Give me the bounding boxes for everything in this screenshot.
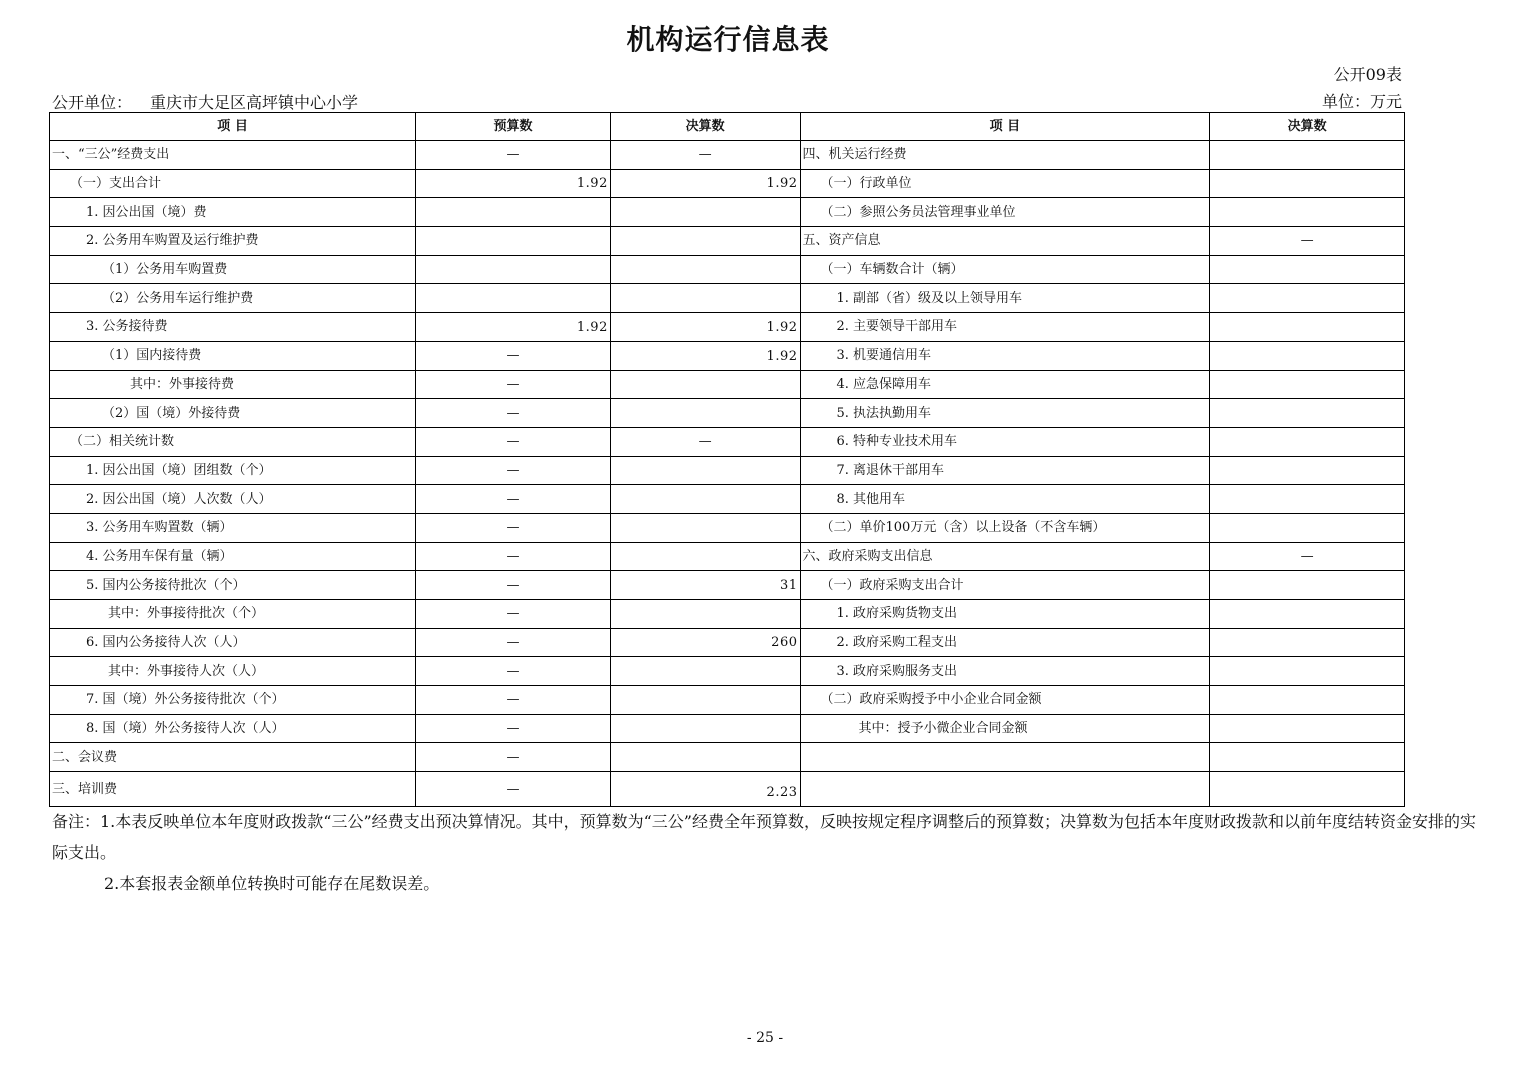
table-row — [50, 227, 1405, 256]
table-row — [50, 714, 1405, 743]
table-row — [50, 542, 1405, 571]
table-row — [50, 169, 1405, 198]
table-row — [50, 600, 1405, 629]
row-item-right: 7. 离退休干部用车 — [800, 456, 1210, 485]
row-budget: — — [416, 657, 611, 686]
page-title: 机构运行信息表 — [626, 23, 830, 56]
table-row — [50, 370, 1405, 399]
row-item: 一、“三公”经费支出 — [50, 141, 416, 170]
row-actual — [610, 513, 800, 542]
row-actual-right — [1210, 571, 1405, 600]
row-item: （2）国（境）外接待费 — [50, 399, 416, 428]
row-actual — [610, 657, 800, 686]
row-actual — [610, 399, 800, 428]
row-item: （一）支出合计 — [50, 169, 416, 198]
table-row — [50, 628, 1405, 657]
row-item-right: （二）参照公务员法管理事业单位 — [800, 198, 1210, 227]
row-budget: 1.92 — [416, 169, 611, 198]
row-item-right: 3. 政府采购服务支出 — [800, 657, 1210, 686]
row-item: （2）公务用车运行维护费 — [50, 284, 416, 313]
row-budget: — — [416, 370, 611, 399]
row-budget: — — [416, 686, 611, 715]
row-item: 1. 因公出国（境）费 — [50, 198, 416, 227]
row-budget: — — [416, 714, 611, 743]
row-item-right — [800, 772, 1210, 807]
header-item: 项 目 — [50, 113, 416, 141]
table-row — [50, 513, 1405, 542]
row-item: 1. 因公出国（境）团组数（个） — [50, 456, 416, 485]
row-item: （二）相关统计数 — [50, 427, 416, 456]
row-budget: — — [416, 743, 611, 772]
row-item: 2. 公务用车购置及运行维护费 — [50, 227, 416, 256]
header-actual-right: 决算数 — [1210, 113, 1405, 141]
row-actual-right — [1210, 284, 1405, 313]
row-item: 其中：外事接待费 — [50, 370, 416, 399]
row-budget — [416, 198, 611, 227]
table-body — [50, 141, 1405, 807]
row-actual-right — [1210, 341, 1405, 370]
row-item: 6. 国内公务接待人次（人） — [50, 628, 416, 657]
row-actual-right — [1210, 657, 1405, 686]
header-item-right: 项 目 — [800, 113, 1210, 141]
row-actual — [610, 743, 800, 772]
table-code: 公开09表 — [1333, 65, 1402, 84]
row-item-right: 2. 政府采购工程支出 — [800, 628, 1210, 657]
row-item-right: 8. 其他用车 — [800, 485, 1210, 514]
row-item-right: 六、政府采购支出信息 — [800, 542, 1210, 571]
row-budget: — — [416, 485, 611, 514]
row-budget: — — [416, 600, 611, 629]
row-item-right: 四、机关运行经费 — [800, 141, 1210, 170]
row-actual-right — [1210, 714, 1405, 743]
row-actual-right — [1210, 686, 1405, 715]
table-row — [50, 743, 1405, 772]
row-item: （1）国内接待费 — [50, 341, 416, 370]
row-budget — [416, 255, 611, 284]
row-actual: — — [610, 427, 800, 456]
row-item-right: 6. 特种专业技术用车 — [800, 427, 1210, 456]
header-actual: 决算数 — [610, 113, 800, 141]
row-actual-right — [1210, 456, 1405, 485]
row-actual-right — [1210, 628, 1405, 657]
row-item-right: 1. 副部（省）级及以上领导用车 — [800, 284, 1210, 313]
row-item: 4. 公务用车保有量（辆） — [50, 542, 416, 571]
row-item-right — [800, 743, 1210, 772]
row-actual-right — [1210, 743, 1405, 772]
row-actual: 260 — [610, 628, 800, 657]
row-item-right: 1. 政府采购货物支出 — [800, 600, 1210, 629]
row-item-right: 5. 执法执勤用车 — [800, 399, 1210, 428]
row-budget: — — [416, 772, 611, 807]
row-budget: — — [416, 542, 611, 571]
row-budget — [416, 227, 611, 256]
row-item: 3. 公务接待费 — [50, 313, 416, 342]
table-row — [50, 427, 1405, 456]
table-row — [50, 141, 1405, 170]
table-header-row — [50, 113, 1405, 141]
row-actual-right — [1210, 198, 1405, 227]
row-actual-right — [1210, 772, 1405, 807]
table-row — [50, 657, 1405, 686]
row-item: 7. 国（境）外公务接待批次（个） — [50, 686, 416, 715]
row-budget: — — [416, 341, 611, 370]
page-number: - 25 - — [746, 1030, 784, 1046]
row-item-right: （一）政府采购支出合计 — [800, 571, 1210, 600]
row-actual — [610, 456, 800, 485]
row-item: 其中：外事接待人次（人） — [50, 657, 416, 686]
row-actual-right — [1210, 141, 1405, 170]
row-actual-right — [1210, 600, 1405, 629]
table-row — [50, 341, 1405, 370]
row-actual: — — [610, 141, 800, 170]
row-actual-right — [1210, 370, 1405, 399]
row-actual: 1.92 — [610, 169, 800, 198]
row-actual-right — [1210, 427, 1405, 456]
row-item-right: 4. 应急保障用车 — [800, 370, 1210, 399]
row-actual-right: — — [1210, 227, 1405, 256]
row-actual — [610, 198, 800, 227]
row-item: 3. 公务用车购置数（辆） — [50, 513, 416, 542]
row-item: 2. 因公出国（境）人次数（人） — [50, 485, 416, 514]
row-item-right: （一）行政单位 — [800, 169, 1210, 198]
org-name: 重庆市大足区高坪镇中心小学 — [150, 93, 359, 112]
row-budget: — — [416, 571, 611, 600]
row-actual-right — [1210, 399, 1405, 428]
note-1: 备注：1.本表反映单位本年度财政拨款“三公”经费支出预决算情况。其中，预算数为“三公”经费全年预算数，反映按规定程序调整后的预算数；决算数为包括本年度财政拨款和以前年度结转资金安排的实际支出。 — [52, 812, 1476, 862]
disclosure-unit — [52, 90, 358, 113]
row-actual — [610, 370, 800, 399]
row-item: 8. 国（境）外公务接待人次（人） — [50, 714, 416, 743]
row-actual-right — [1210, 485, 1405, 514]
row-actual — [610, 485, 800, 514]
row-budget: — — [416, 628, 611, 657]
table-row — [50, 772, 1405, 807]
info-table — [49, 112, 1405, 807]
row-item: 其中：外事接待批次（个） — [50, 600, 416, 629]
row-actual: 31 — [610, 571, 800, 600]
table-row — [50, 255, 1405, 284]
row-budget: — — [416, 427, 611, 456]
row-item-right: （二）单价100万元（含）以上设备（不含车辆） — [800, 513, 1210, 542]
money-unit: 单位：万元 — [1321, 92, 1402, 111]
row-actual: 2.23 — [610, 772, 800, 807]
row-actual — [610, 600, 800, 629]
row-actual-right — [1210, 255, 1405, 284]
note-2: 2.本套报表金额单位转换时可能存在尾数误差。 — [104, 874, 440, 893]
row-actual: 1.92 — [610, 313, 800, 342]
row-item-right: 其中：授予小微企业合同金额 — [800, 714, 1210, 743]
row-budget: — — [416, 399, 611, 428]
notes — [52, 806, 1482, 899]
row-item-right: 3. 机要通信用车 — [800, 341, 1210, 370]
row-actual-right — [1210, 313, 1405, 342]
table-row — [50, 686, 1405, 715]
row-item: （1）公务用车购置费 — [50, 255, 416, 284]
row-budget: 1.92 — [416, 313, 611, 342]
row-item-right: 2. 主要领导干部用车 — [800, 313, 1210, 342]
row-actual — [610, 284, 800, 313]
row-budget — [416, 284, 611, 313]
row-actual — [610, 227, 800, 256]
row-actual-right — [1210, 513, 1405, 542]
header-budget: 预算数 — [416, 113, 611, 141]
row-item: 5. 国内公务接待批次（个） — [50, 571, 416, 600]
table-row — [50, 571, 1405, 600]
table-row — [50, 399, 1405, 428]
row-actual-right — [1210, 169, 1405, 198]
row-item-right: （二）政府采购授予中小企业合同金额 — [800, 686, 1210, 715]
row-budget: — — [416, 513, 611, 542]
table-row — [50, 456, 1405, 485]
row-actual — [610, 255, 800, 284]
row-item: 二、会议费 — [50, 743, 416, 772]
row-actual — [610, 686, 800, 715]
row-actual — [610, 542, 800, 571]
table-row — [50, 485, 1405, 514]
table-row — [50, 284, 1405, 313]
row-budget: — — [416, 141, 611, 170]
row-item: 三、培训费 — [50, 772, 416, 807]
table-row — [50, 313, 1405, 342]
unit-label: 公开单位： — [52, 93, 133, 112]
row-actual: 1.92 — [610, 341, 800, 370]
row-item-right: 五、资产信息 — [800, 227, 1210, 256]
row-actual-right: — — [1210, 542, 1405, 571]
row-actual — [610, 714, 800, 743]
row-item-right: （一）车辆数合计（辆） — [800, 255, 1210, 284]
row-budget: — — [416, 456, 611, 485]
table-row — [50, 198, 1405, 227]
